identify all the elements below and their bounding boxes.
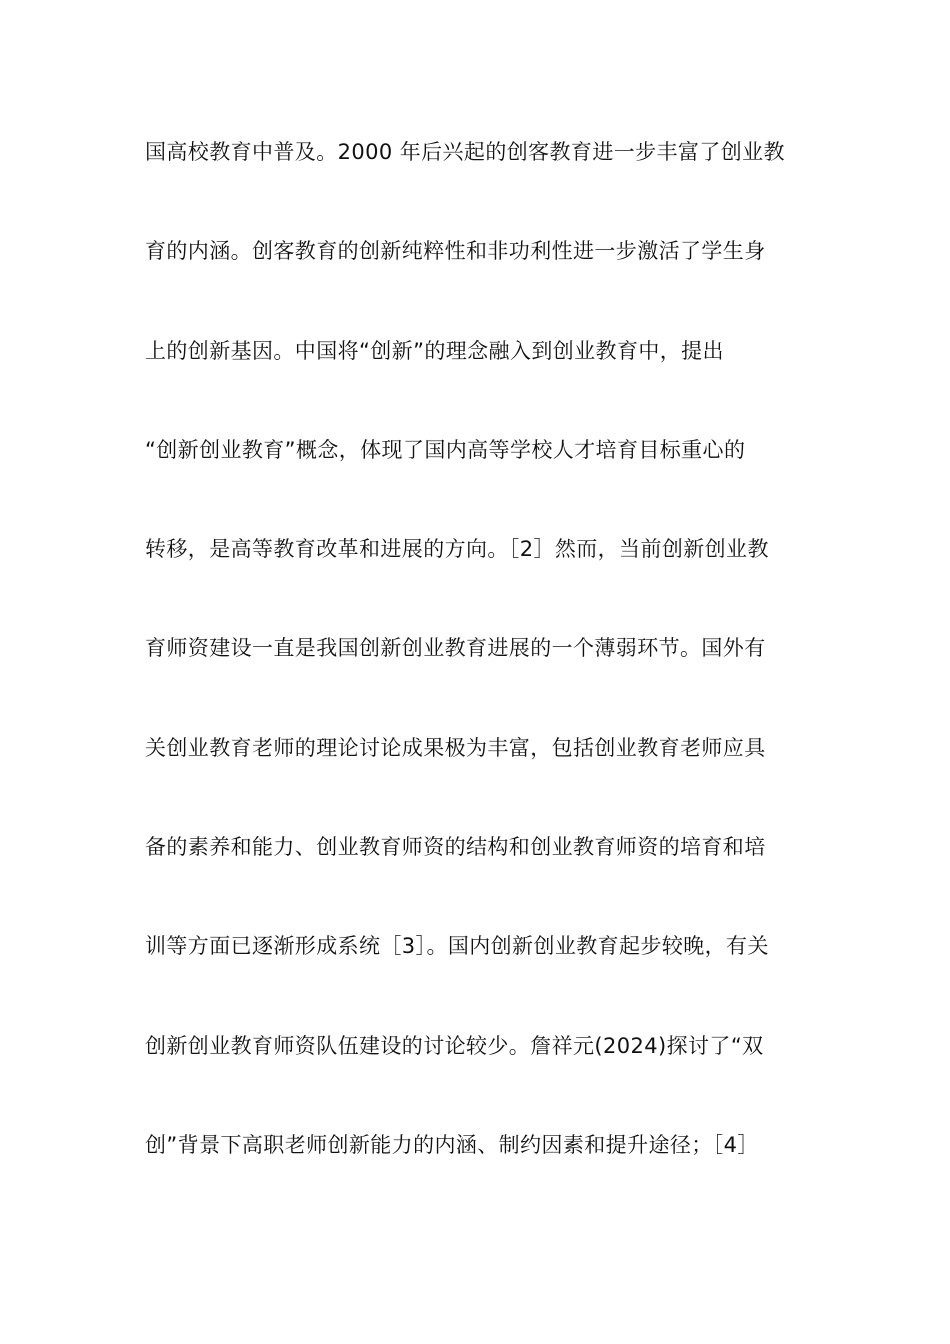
text-line: “创新创业教育”概念，体现了国内高等学校人才培育目标重心的 xyxy=(145,437,746,462)
text-line: 转移，是高等教育改革和进展的方向。［2］然而，当前创新创业教 xyxy=(145,537,769,562)
text-line: 创新创业教育师资队伍建设的讨论较少。詹祥元(2024)探讨了“双 xyxy=(145,1033,764,1058)
text-line: 备的素养和能力、创业教育师资的结构和创业教育师资的培育和培 xyxy=(145,835,766,860)
body-text xyxy=(145,128,810,1220)
text-line: 训等方面已逐渐形成系统［3］。国内创新创业教育起步较晚，有关 xyxy=(145,934,769,959)
text-line: 育师资建设一直是我国创新创业教育进展的一个薄弱环节。国外有 xyxy=(145,636,766,661)
text-line: 关创业教育老师的理论讨论成果极为丰富，包括创业教育老师应具 xyxy=(145,735,766,760)
text-line: 上的创新基因。中国将“创新”的理念融入到创业教育中，提出 xyxy=(145,338,724,363)
text-line: 育的内涵。创客教育的创新纯粹性和非功利性进一步激活了学生身 xyxy=(145,239,766,264)
text-line: 创”背景下高职老师创新能力的内涵、制约因素和提升途径；［4］ xyxy=(145,1132,759,1157)
text-line: 国高校教育中普及。2000 年后兴起的创客教育进一步丰富了创业教 xyxy=(145,140,785,164)
